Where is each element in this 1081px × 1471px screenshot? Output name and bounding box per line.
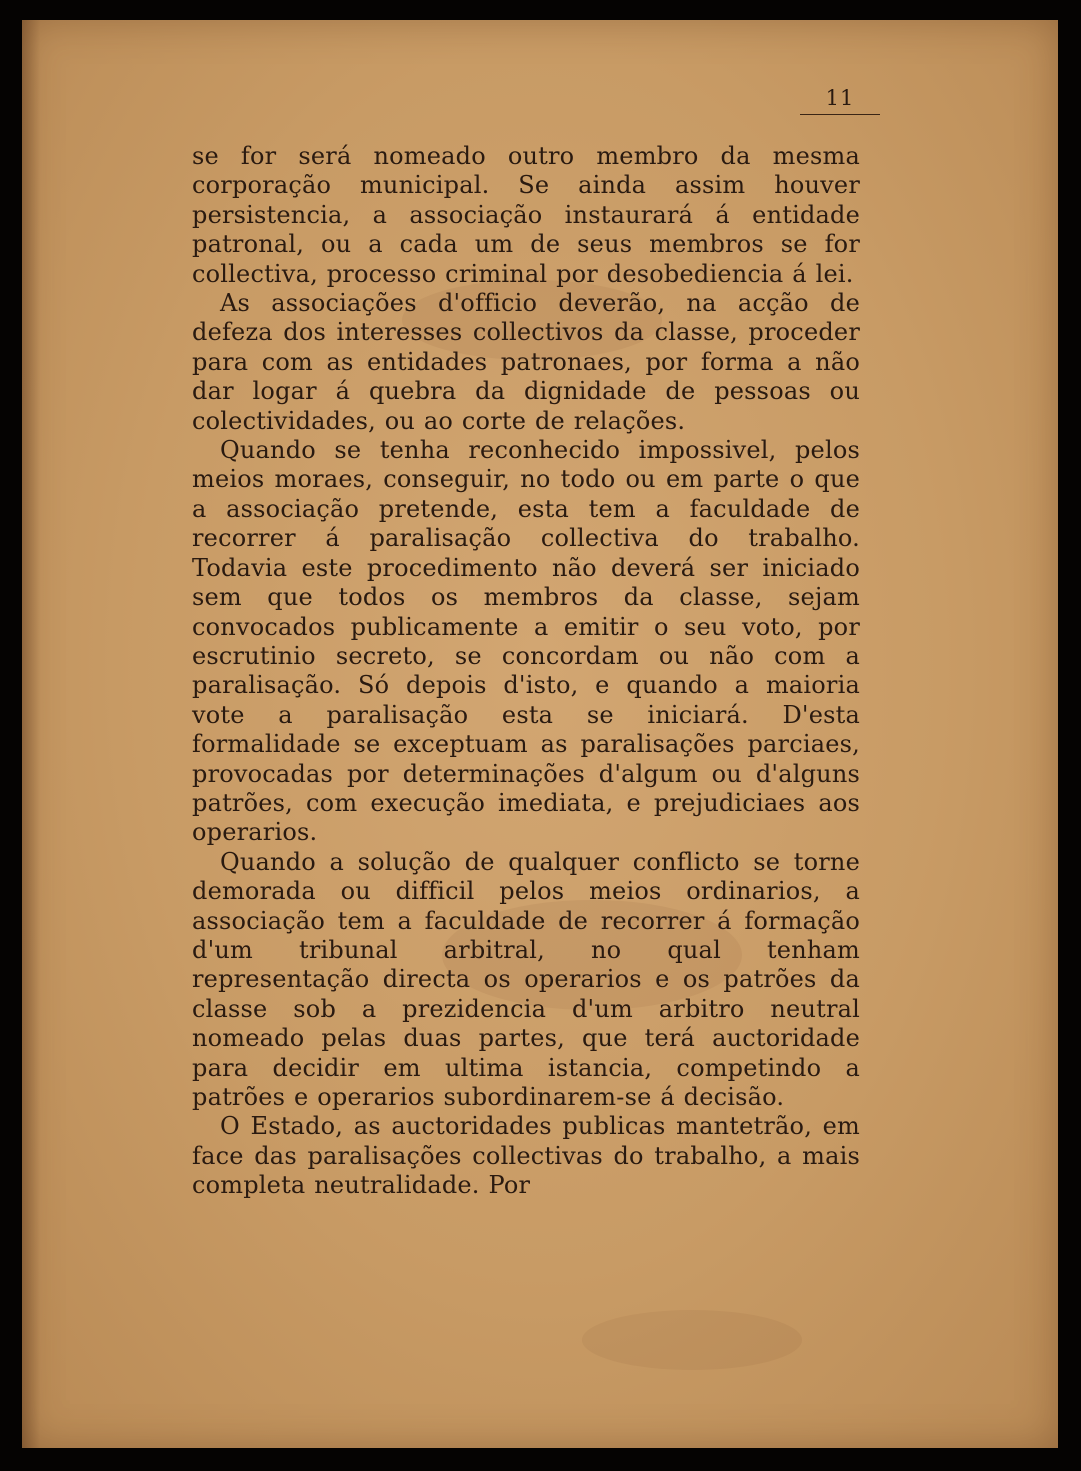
paragraph-2: As associações d'officio deverão, na acção de defeza dos interesses collectivos da classe, proceder para com as entidades patronaes, por forma a não dar logar á quebra da dignidade de pessoas ou colectividades, ou ao corte de relações.: [192, 289, 860, 435]
paragraph-4: Quando a solução de qualquer conflicto se torne demorada ou difficil pelos meios ordinarios, a associação tem a faculdade de recorrer á formação d'um tribunal arbitral, no qual tenham representação directa os operarios e os patrões da classe sob a prezidencia d'um arbitro neutral nomeado pelas duas partes, que terá auctoridade para decidir em ultima istancia, competindo a patrões e operarios subordinarem-se á decisão.: [192, 847, 860, 1111]
book-page: [22, 20, 1058, 1448]
page-number-rule: [800, 114, 880, 115]
paragraph-1: se for será nomeado outro membro da mesma corporação municipal. Se ainda assim houver persistencia, a associação instaurará á entidade patronal, ou a cada um de seus membros se for collectiva, processo criminal por desobediencia á lei.: [192, 142, 860, 288]
page-shadow-edge: [22, 20, 40, 1448]
body-text: [192, 142, 860, 1201]
page-number: 11: [825, 86, 855, 110]
paragraph-3: Quando se tenha reconhecido impossivel, pelos meios moraes, conseguir, no todo ou em parte o que a associação pretende, esta tem a faculdade de recorrer á paralisação collectiva do trabalho. Todavia este procedimento não deverá ser iniciado sem que todos os membros da classe, sejam convocados publicamente a emitir o seu voto, por escrutinio secreto, se concordam ou não com a paralisação. Só depois d'isto, e quando a maioria vote a paralisação esta se iniciará. D'esta formalidade se exceptuam as paralisações parciaes, provocadas por determinações d'algum ou d'alguns patrões, com execução imediata, e prejudiciaes aos operarios.: [192, 436, 860, 847]
paragraph-5: O Estado, as auctoridades publicas mantetrão, em face das paralisações collectivas do trabalho, a mais completa neutralidade. Por: [192, 1112, 860, 1200]
paper-stain: [582, 1310, 802, 1370]
